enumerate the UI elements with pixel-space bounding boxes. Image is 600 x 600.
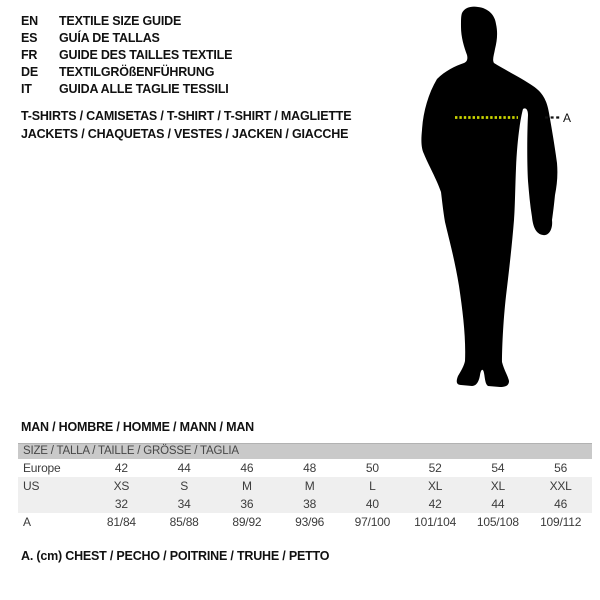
table-cell: 93/96 xyxy=(295,515,325,529)
language-row-es xyxy=(21,30,232,47)
table-cell: 85/88 xyxy=(169,515,199,529)
table-cell: XL xyxy=(490,479,506,493)
table-cell: M xyxy=(304,479,315,493)
row-label xyxy=(18,495,90,513)
table-cell: 36 xyxy=(240,497,254,511)
table-row-us-letters xyxy=(18,477,592,495)
language-title: GUIDA ALLE TAGLIE TESSILI xyxy=(59,82,229,96)
category-tshirts: T-SHIRTS / CAMISETAS / T-SHIRT / T-SHIRT / MAGLIETTE xyxy=(21,109,352,123)
language-code: IT xyxy=(21,82,32,96)
language-list xyxy=(21,13,232,98)
table-cell: S xyxy=(180,479,189,493)
table-cell: L xyxy=(369,479,376,493)
language-row-de xyxy=(21,64,232,81)
language-code: FR xyxy=(21,48,38,62)
table-cell: 89/92 xyxy=(232,515,262,529)
table-cell: 46 xyxy=(240,461,254,475)
row-label: US xyxy=(23,479,40,493)
row-label: Europe xyxy=(23,461,61,475)
man-silhouette-figure xyxy=(415,5,575,395)
table-cell: M xyxy=(241,479,252,493)
table-cell: 101/104 xyxy=(414,515,457,529)
row-label: A xyxy=(23,515,31,529)
language-title: GUÍA DE TALLAS xyxy=(59,31,160,45)
table-cell: 46 xyxy=(554,497,568,511)
language-title: TEXTILE SIZE GUIDE xyxy=(59,14,182,28)
table-cell: 50 xyxy=(365,461,379,475)
table-cell: 42 xyxy=(114,461,128,475)
language-row-fr xyxy=(21,47,232,64)
language-title: TEXTILGRÖßENFÜHRUNG xyxy=(59,65,215,79)
table-cell: 52 xyxy=(428,461,442,475)
section-title-man: MAN / HOMBRE / HOMME / MANN / MAN xyxy=(21,420,254,434)
measure-a-label: A xyxy=(563,111,572,125)
table-cell: 34 xyxy=(177,497,191,511)
measurement-footnote: A. (cm) CHEST / PECHO / POITRINE / TRUHE / PETTO xyxy=(21,549,330,563)
table-cell: 109/112 xyxy=(540,515,582,529)
man-silhouette-svg xyxy=(415,5,575,395)
table-cell: XS xyxy=(113,479,130,493)
language-row-en xyxy=(21,13,232,30)
table-cell: 56 xyxy=(554,461,568,475)
size-table-header: SIZE / TALLA / TAILLE / GRÖSSE / TAGLIA xyxy=(18,443,592,459)
table-row-us-numbers xyxy=(18,495,592,513)
table-cell: 38 xyxy=(303,497,317,511)
man-silhouette-shape xyxy=(421,7,557,387)
category-jackets: JACKETS / CHAQUETAS / VESTES / JACKEN / GIACCHE xyxy=(21,126,349,141)
table-cell: 54 xyxy=(491,461,505,475)
table-cell: 81/84 xyxy=(106,515,136,529)
table-cell: 44 xyxy=(177,461,191,475)
table-cell: 32 xyxy=(114,497,128,511)
table-cell: XXL xyxy=(549,479,572,493)
language-code: DE xyxy=(21,65,38,79)
table-cell: 42 xyxy=(428,497,442,511)
table-cell: 40 xyxy=(365,497,379,511)
language-code: ES xyxy=(21,31,38,45)
table-cell: 97/100 xyxy=(354,515,391,529)
garment-categories xyxy=(21,108,351,143)
table-cell: 48 xyxy=(303,461,317,475)
table-row-europe xyxy=(18,459,592,477)
table-cell: 44 xyxy=(491,497,505,511)
table-cell: 105/108 xyxy=(476,515,519,529)
table-cell: XL xyxy=(427,479,443,493)
size-table xyxy=(18,443,592,531)
table-row-chest-cm xyxy=(18,513,592,531)
language-title: GUIDE DES TAILLES TEXTILE xyxy=(59,48,233,62)
language-code: EN xyxy=(21,14,38,28)
language-row-it xyxy=(21,81,232,98)
